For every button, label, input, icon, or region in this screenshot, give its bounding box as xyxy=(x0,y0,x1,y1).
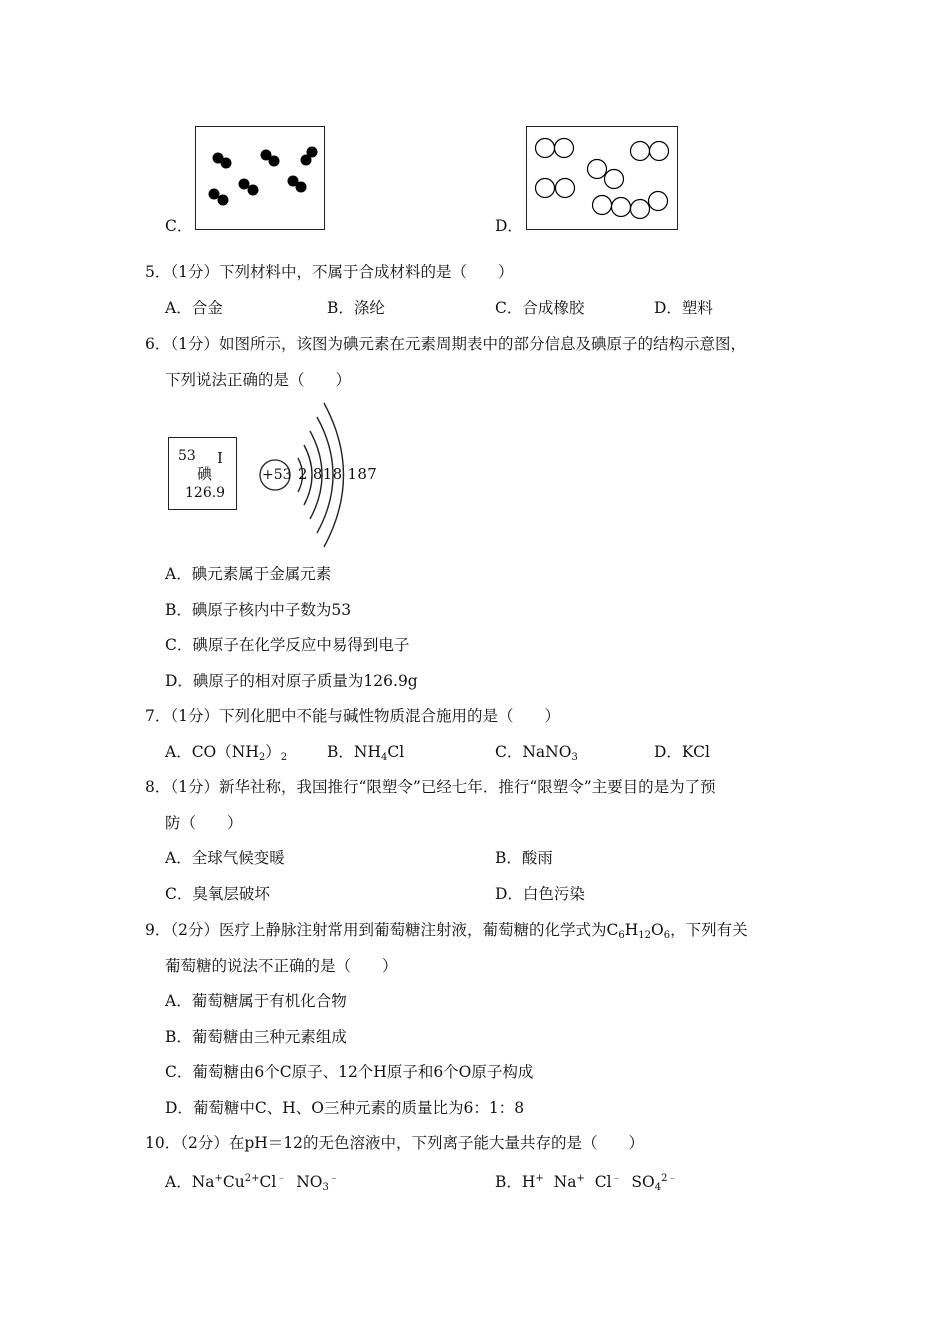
q9-option-d: D．葡萄糖中C、H、O三种元素的质量比为6：1：8 xyxy=(165,1099,525,1117)
q6-option-c: C．碘原子在化学反应中易得到电子 xyxy=(165,636,410,654)
diatomic-white-molecules xyxy=(527,127,679,231)
particle-diagram-c xyxy=(195,126,325,230)
q8-option-b: B．酸雨 xyxy=(495,849,553,867)
atomic-number: 53 xyxy=(178,448,196,464)
q7-option-c: C．NaNO$_3$ xyxy=(495,743,578,763)
q8-option-d: D．白色污染 xyxy=(495,885,585,903)
element-symbol: I xyxy=(217,449,223,467)
option-c-label: C． xyxy=(165,217,193,235)
nucleus-charge: +53 xyxy=(262,467,292,483)
atomic-mass: 126.9 xyxy=(185,485,226,501)
option-d-label: D． xyxy=(495,217,523,235)
q5-option-b: B．涤纶 xyxy=(327,299,385,317)
q5-option-d: D．塑料 xyxy=(654,299,713,317)
element-name: 碘 xyxy=(197,465,213,483)
q8-option-c: C．臭氧层破坏 xyxy=(165,885,270,903)
question-9-stem-line2: 葡萄糖的说法不正确的是（ ） xyxy=(165,957,398,975)
q6-option-a: A．碘元素属于金属元素 xyxy=(165,565,332,583)
electron-shell-numbers: 2 818 187 xyxy=(298,465,378,483)
q10-option-a: A．$Na^+Cu^{2+}Cl^﹣$ $NO_3^﹣$ xyxy=(165,1173,339,1193)
particle-diagram-d xyxy=(526,126,678,230)
q7-option-d: D．KCl xyxy=(654,743,710,761)
q9-option-b: B．葡萄糖由三种元素组成 xyxy=(165,1028,347,1046)
q9-option-a: A．葡萄糖属于有机化合物 xyxy=(165,992,347,1010)
q5-option-a: A．合金 xyxy=(165,299,223,317)
q7-option-b: B．$NH_4Cl$ xyxy=(327,743,405,763)
diatomic-black-molecules xyxy=(196,127,326,231)
question-9-stem-line1: 9．（2分）医疗上静脉注射常用到葡萄糖注射液，葡萄糖的化学式为$C_6H_{12}O_6$，下列有关 xyxy=(145,921,748,941)
question-10-stem: 10．（2分）在pH＝12的无色溶液中，下列离子能大量共存的是（ ） xyxy=(145,1134,644,1152)
question-6-stem-line2: 下列说法正确的是（ ） xyxy=(165,371,352,389)
q6-option-b: B．碘原子核内中子数为53 xyxy=(165,601,352,619)
q8-option-a: A．全球气候变暖 xyxy=(165,849,285,867)
question-8-stem-line2: 防（ ） xyxy=(165,814,243,832)
question-5-stem: 5．（1分）下列材料中，不属于合成材料的是（ ） xyxy=(145,263,514,281)
q6-option-d: D．碘原子的相对原子质量为126.9g xyxy=(165,672,418,690)
question-8-stem-line1: 8．（1分）新华社称，我国推行“限塑令”已经七年．推行“限塑令”主要目的是为了预 xyxy=(145,778,716,796)
q10-option-b: B．H+ Na+ Cl﹣ $SO_4^{2﹣}$ xyxy=(495,1173,678,1193)
q5-option-c: C．合成橡胶 xyxy=(495,299,585,317)
q9-option-c: C．葡萄糖由6个C原子、12个H原子和6个O原子构成 xyxy=(165,1063,534,1081)
question-7-stem: 7．（1分）下列化肥中不能与碱性物质混合施用的是（ ） xyxy=(145,707,560,725)
iodine-element-card xyxy=(168,437,237,510)
q7-option-a: A．$CO(NH_2)_2$ xyxy=(165,743,288,763)
question-6-stem-line1: 6．（1分）如图所示，该图为碘元素在元素周期表中的部分信息及碘原子的结构示意图， xyxy=(145,335,746,353)
